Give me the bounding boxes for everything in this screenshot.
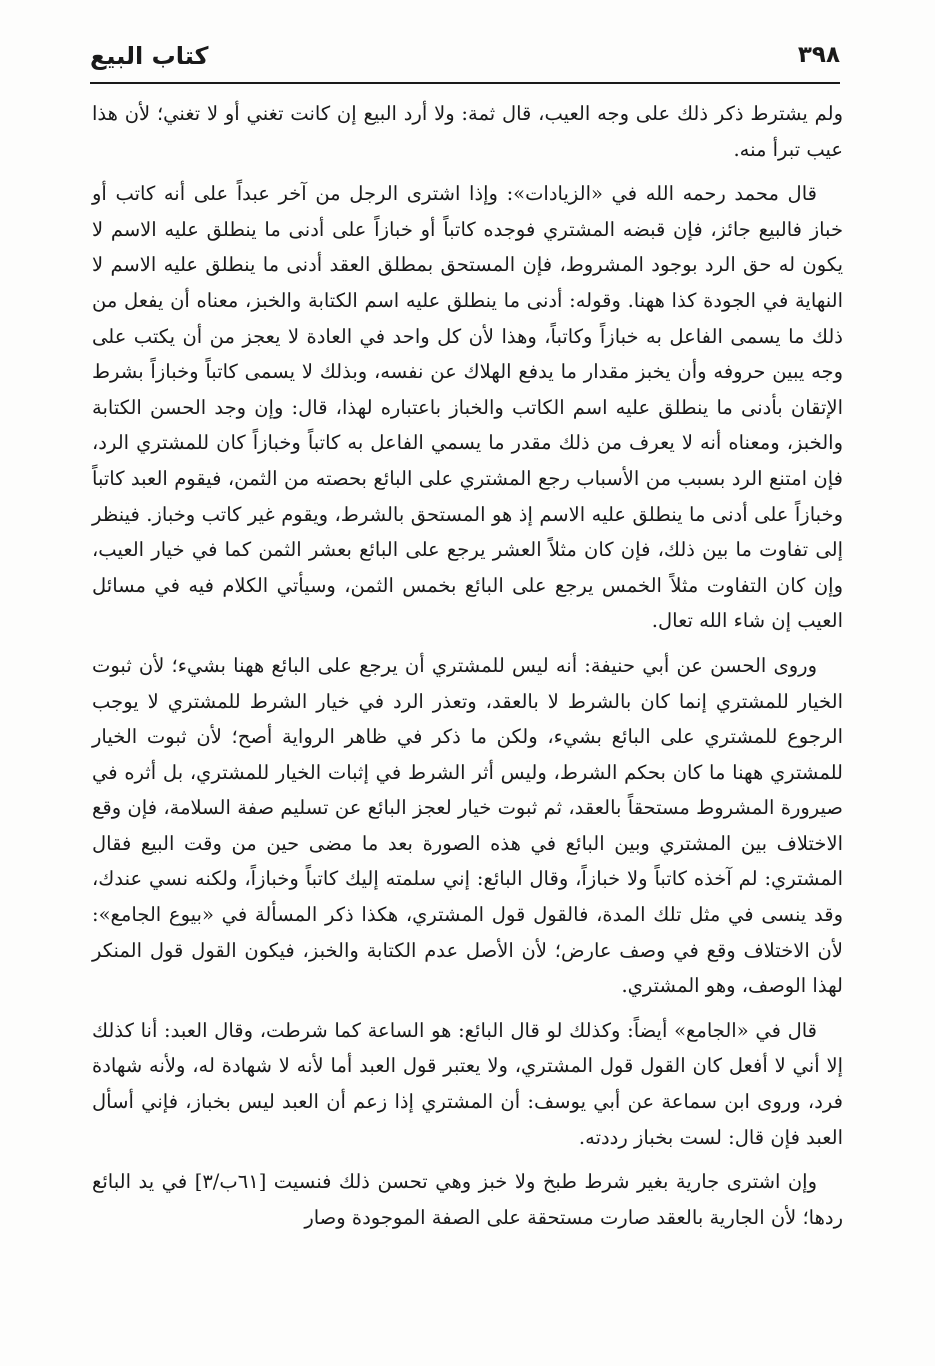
page-header	[90, 38, 840, 86]
paragraph: قال محمد رحمه الله في «الزيادات»: وإذا اشترى الرجل من آخر عبداً على أنه كاتب أو خباز فالبيع جائز، فإن قبضه المشتري فوجده كاتباً أو خبازاً على أدنى ما ينطلق عليه الاسم لا يكون له حق الرد بوجود المشروط، فإن المستحق بمطلق العقد أدنى ما ينطلق عليه الاسم لا النهاية في الجودة كذا ههنا. وقوله: أدنى ما ينطلق عليه اسم الكتابة والخبز، معناه أن يفعل من ذلك ما يسمى الفاعل به خبازاً وكاتباً، وهذا لأن كل واحد في العادة لا يعجز من أن يكتب على وجه يبين حروفه وأن يخبز مقدار ما يدفع الهلاك عن نفسه، وبذلك لا يسمى كاتباً وخبازاً بشرط الإتقان بأدنى ما ينطلق عليه اسم الكاتب والخباز باعتباره لهذا، قال: وإن وجد الحسن الكتابة والخبز، ومعناه أنه لا يعرف من ذلك مقدر ما يسمي الفاعل به كاتباً وخبازاً كان للمشتري الرد، فإن امتنع الرد بسبب من الأسباب رجع المشتري على البائع بحصته من الثمن، فيقوم العبد كاتباً وخبازاً على أدنى ما ينطلق عليه الاسم إذ هو المستحق بالشرط، ويقوم غير كاتب وخباز. فينظر إلى تفاوت ما بين ذلك، فإن كان مثلاً العشر يرجع على البائع بعشر الثمن كما في خيار العيب، وإن كان التفاوت مثلاً الخمس يرجع على البائع بخمس الثمن، وسيأتي الكلام فيه في مسائل العيب إن شاء الله تعال.	[92, 182, 843, 633]
paragraph: وروى الحسن عن أبي حنيفة: أنه ليس للمشتري أن يرجع على البائع ههنا بشيء؛ لأن ثبوت الخيار للمشتري إنما كان بالشرط لا بالعقد، وتعذر الرد في خيار الشرط للمشتري لا يوجب الرجوع للمشتري على البائع بشيء، ولكن ما ذكر في ظاهر الرواية أصح؛ لأن ثبوت الخيار للمشتري ههنا ما كان بحكم الشرط، وليس أثر الشرط في إثبات الخيار للمشتري، بل أثره في صيرورة المشروط مستحقاً بالعقد، ثم ثبوت خيار لعجز البائع عن تسليم صفة السلامة، فإن وقع الاختلاف بين المشتري وبين البائع في هذه الصورة بعد ما مضى حين من وقت البيع فقال المشتري: لم آخذه كاتباً ولا خبازاً، وقال البائع: إني سلمته إليك كاتباً وخبازاً، ولكنه نسي عندك، وقد ينسى في مثل تلك المدة، فالقول قول المشتري، هكذا ذكر المسألة في «بيوع الجامع»: لأن الاختلاف وقع في وصف عارض؛ لأن الأصل عدم الكتابة والخبز، فيكون القول قول المنكر لهذا الوصف، وهو المشتري.	[92, 653, 843, 998]
paragraph: قال في «الجامع» أيضاً: وكذلك لو قال البائع: هو الساعة كما شرطت، وقال العبد: أنا كذلك إلا أني لا أفعل كان القول قول المشتري، ولا يعتبر قول العبد أما لأنه لا شهادة له، ولأنه شهادة فرد، وروى ابن سماعة عن أبي يوسف: أن المشتري إذا زعم أن العبد ليس بخباز، فإني أسأل العبد فإن قال: لست بخباز رددته.	[92, 1018, 843, 1149]
running-title: كتاب البيع	[90, 42, 209, 70]
header-divider	[90, 82, 840, 84]
paragraph: وإن اشترى جارية بغير شرط طبخ ولا خبز وهي تحسن ذلك فنسيت [٦١ب/٣] في يد البائع ردها؛ لأن الجارية بالعقد صارت مستحقة على الصفة الموجودة وصار	[92, 1170, 843, 1229]
page-body	[92, 96, 843, 1244]
paragraph: ولم يشترط ذكر ذلك على وجه العيب، قال ثمة: ولا أرد البيع إن كانت تغني أو لا تغني؛ لأن هذا عيب تبرأ منه.	[92, 102, 843, 161]
page-number: ٣٩٨	[797, 42, 840, 68]
